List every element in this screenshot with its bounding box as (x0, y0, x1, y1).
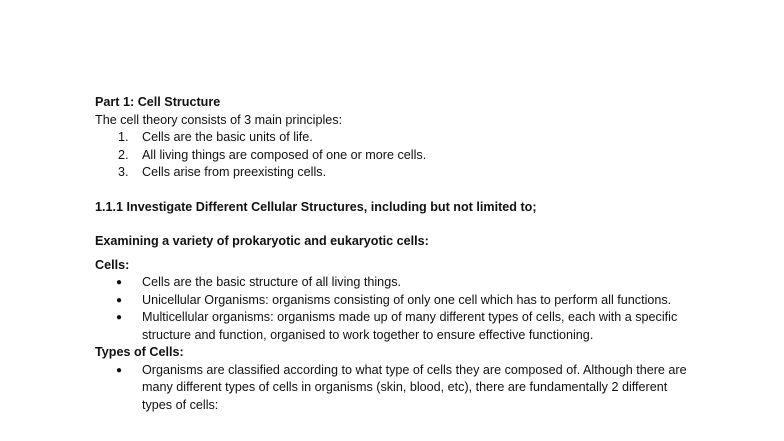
list-item-text: Cells are the basic structure of all living things. (142, 275, 401, 289)
list-item (95, 309, 695, 344)
list-item-text: Organisms are classified according to what type of cells they are composed of. Although there are many different types of cells in organisms (skin, blood, etc), there are fundamentally 2 different types of cells: (142, 362, 687, 412)
list-number: 1. (118, 130, 129, 144)
list-item (95, 147, 695, 165)
types-bullet-list (95, 362, 695, 415)
list-item-text: Cells arise from preexisting cells. (142, 165, 327, 179)
list-item (95, 129, 695, 147)
bullet-icon: ● (116, 294, 123, 306)
list-item-text: All living things are composed of one or more cells. (142, 147, 427, 162)
cell-theory-intro: The cell theory consists of 3 main principles: (95, 112, 343, 127)
bullet-icon: ● (116, 312, 123, 323)
list-item-text: Cells are the basic units of life. (142, 130, 313, 144)
bullet-icon: ● (116, 277, 123, 288)
document-body (95, 94, 695, 414)
cells-bullet-list (95, 274, 695, 344)
list-item (95, 362, 695, 415)
list-number: 3. (118, 165, 129, 179)
cell-theory-principles-list (95, 129, 695, 182)
section-111-heading: 1.1.1 Investigate Different Cellular Structures, including but not limited to; (95, 199, 537, 214)
list-item-text: Unicellular Organisms: organisms consisting of only one cell which has to perform all functions. (142, 292, 672, 307)
examining-cells-heading: Examining a variety of prokaryotic and eukaryotic cells: (95, 234, 429, 248)
cells-heading: Cells: (95, 257, 130, 272)
types-of-cells-heading: Types of Cells: (95, 345, 184, 359)
list-item-text: Multicellular organisms: organisms made up of many different types of cells, each with a specific structure and function, organised to work together to ensure effective functioning. (142, 310, 678, 342)
bullet-icon: ● (116, 364, 123, 376)
list-item (95, 274, 695, 292)
part1-heading: Part 1: Cell Structure (95, 95, 221, 109)
list-item (95, 292, 695, 310)
list-number: 2. (118, 147, 129, 162)
list-item (95, 164, 695, 182)
